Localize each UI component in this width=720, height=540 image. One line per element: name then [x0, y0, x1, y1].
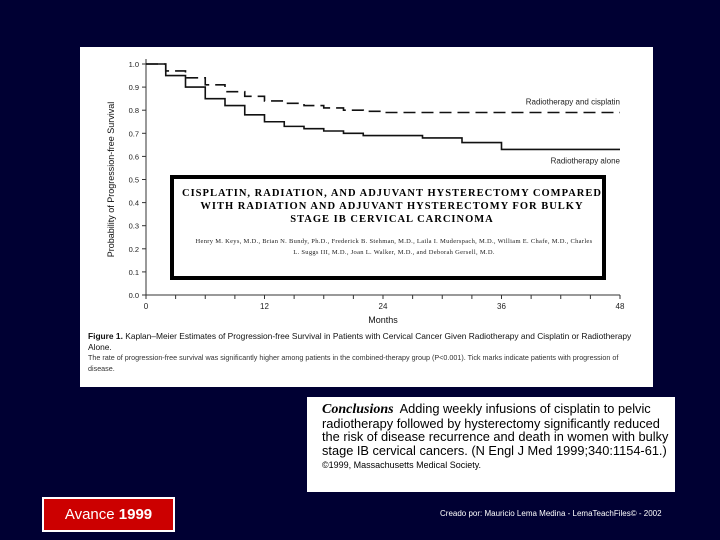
series-label-1: Radiotherapy alone — [550, 156, 620, 166]
badge-year: 1999 — [118, 506, 153, 523]
y-tick-label: 0.3 — [128, 221, 139, 231]
x-tick-label: 36 — [497, 302, 506, 311]
caption-body: The rate of progression-free survival was significantly higher among patients in the combined-therapy group (P<0.001). Tick marks indicate patients with progression of disease. — [88, 353, 619, 373]
series-line-1 — [146, 64, 620, 149]
y-tick-label: 0.5 — [128, 175, 139, 185]
y-tick-label: 0.2 — [128, 244, 139, 254]
x-tick-label: 48 — [615, 302, 625, 311]
figure-panel — [80, 47, 653, 387]
conclusions-text: Adding weekly infusions of cisplatin to pelvic radiotherapy followed by hysterectomy significantly reduced the risk of disease recurrence and death in women with bulky stage IB cervical cancers. (N Engl J Med 1999;340:1154-61.) — [322, 401, 669, 458]
y-tick-label: 1.0 — [128, 60, 139, 69]
article-authors: Henry M. Keys, M.D., Brian N. Bundy, Ph.D., Frederick B. Stehman, M.D., Laila I. Muderspach, M.D., William E. Chafe, M.D., Charles L. Suggs III, M.D., Joan L. Walker, M.D., and Deborah Gersell, M.D. — [195, 238, 593, 256]
x-axis-label: Months — [368, 315, 398, 325]
x-tick-label: 24 — [378, 302, 388, 311]
conclusions-copyright: ©1999, Massachusetts Medical Society. — [322, 460, 482, 470]
badge-prefix: Avance — [64, 506, 115, 523]
y-tick-label: 0.1 — [128, 267, 139, 277]
year-badge — [42, 497, 175, 532]
series-label-0: Radiotherapy and cisplatin — [525, 97, 620, 107]
caption-heading: Kaplan–Meier Estimates of Progression-free Survival in Patients with Cervical Cancer Given Radiotherapy and Cisplatin or Radiotherapy Alone. — [88, 331, 632, 352]
y-tick-label: 0.6 — [128, 152, 139, 162]
article-title: CISPLATIN, RADIATION, AND ADJUVANT HYSTERECTOMY COMPARED WITH RADIATION AND ADJUVANT HYSTERECTOMY FOR BULKY STAGE IB CERVICAL CARCINOMA — [182, 188, 602, 225]
y-tick-label: 0.9 — [128, 83, 139, 93]
x-tick-label: 0 — [143, 302, 149, 311]
caption-label: Figure 1. — [88, 331, 123, 341]
conclusions-box — [307, 397, 675, 492]
author-credit: Creado por: Mauricio Lema Medina - LemaTeachFiles© - 2002 — [440, 509, 662, 518]
figure-caption — [88, 331, 643, 374]
conclusions-heading: Conclusions — [322, 402, 394, 417]
y-tick-label: 0.4 — [128, 198, 139, 208]
y-tick-label: 0.0 — [128, 291, 139, 300]
x-tick-label: 12 — [260, 302, 269, 311]
y-tick-label: 0.8 — [128, 106, 139, 116]
y-axis-label: Probability of Progression-free Survival — [106, 101, 116, 258]
article-title-inset — [170, 175, 606, 280]
y-tick-label: 0.7 — [128, 129, 139, 139]
